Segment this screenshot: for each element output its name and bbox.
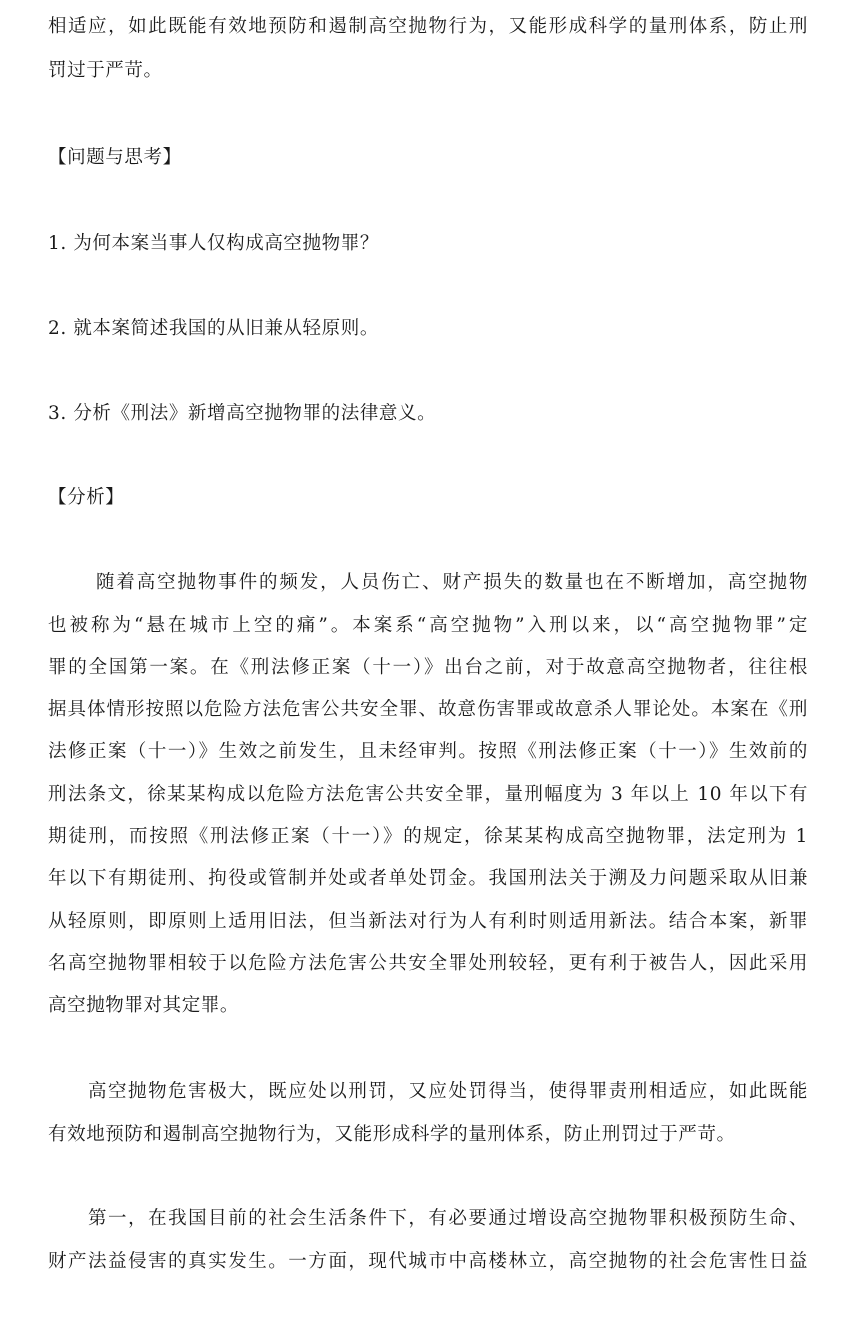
questions-heading: 【问题与思考】 <box>48 147 182 168</box>
analysis-p3-line-2: 财产法益侵害的真实发生。一方面，现代城市中高楼林立，高空抛物的社会危害性日益 <box>48 1251 808 1272</box>
intro-line-1: 相适应，如此既能有效地预防和遏制高空抛物行为，又能形成科学的量刑体系，防止刑 <box>48 16 808 37</box>
analysis-p2-line-1: 高空抛物危害极大，既应处以刑罚，又应处罚得当，使得罪责刑相适应，如此既能 <box>88 1081 808 1102</box>
analysis-heading: 【分析】 <box>48 487 125 508</box>
analysis-p1-line-5: 法修正案（十一）》生效之前发生，且未经审判。按照《刑法修正案（十一）》生效前的 <box>48 741 808 762</box>
analysis-p1-line-2: 也被称为“悬在城市上空的痛”。本案系“高空抛物”入刑以来，以“高空抛物罪”定 <box>48 615 808 636</box>
analysis-p2-line-2: 有效地预防和遏制高空抛物行为，又能形成科学的量刑体系，防止刑罚过于严苛。 <box>48 1124 736 1145</box>
analysis-p1-line-3: 罪的全国第一案。在《刑法修正案（十一）》出台之前，对于故意高空抛物者，往往根 <box>48 657 808 678</box>
analysis-p1-line-8: 年以下有期徒刑、拘役或管制并处或者单处罚金。我国刑法关于溯及力问题采取从旧兼 <box>48 868 808 889</box>
analysis-p1-line-7: 期徒刑，而按照《刑法修正案（十一）》的规定，徐某某构成高空抛物罪，法定刑为 1 <box>48 826 808 847</box>
analysis-p1-line-9: 从轻原则，即原则上适用旧法，但当新法对行为人有利时则适用新法。结合本案，新罪 <box>48 911 808 932</box>
analysis-p1-line-6: 刑法条文，徐某某构成以危险方法危害公共安全罪，量刑幅度为 3 年以上 10 年以下有 <box>48 784 808 805</box>
question-item-3: 3. 分析《刑法》新增高空抛物罪的法律意义。 <box>48 403 437 424</box>
analysis-p1-line-4: 据具体情形按照以危险方法危害公共安全罪、故意伤害罪或故意杀人罪论处。本案在《刑 <box>48 699 808 720</box>
question-item-2: 2. 就本案简述我国的从旧兼从轻原则。 <box>48 318 379 339</box>
intro-line-2: 罚过于严苛。 <box>48 60 163 81</box>
analysis-p1-line-1: 随着高空抛物事件的频发，人员伤亡、财产损失的数量也在不断增加，高空抛物 <box>96 572 808 593</box>
analysis-p1-line-10: 名高空抛物罪相较于以危险方法危害公共安全罪处刑较轻，更有利于被告人，因此采用 <box>48 953 808 974</box>
analysis-p3-line-1: 第一，在我国目前的社会生活条件下，有必要通过增设高空抛物罪积极预防生命、 <box>88 1208 808 1229</box>
analysis-p1-line-11: 高空抛物罪对其定罪。 <box>48 995 240 1016</box>
question-item-1: 1. 为何本案当事人仅构成高空抛物罪？ <box>48 233 379 254</box>
